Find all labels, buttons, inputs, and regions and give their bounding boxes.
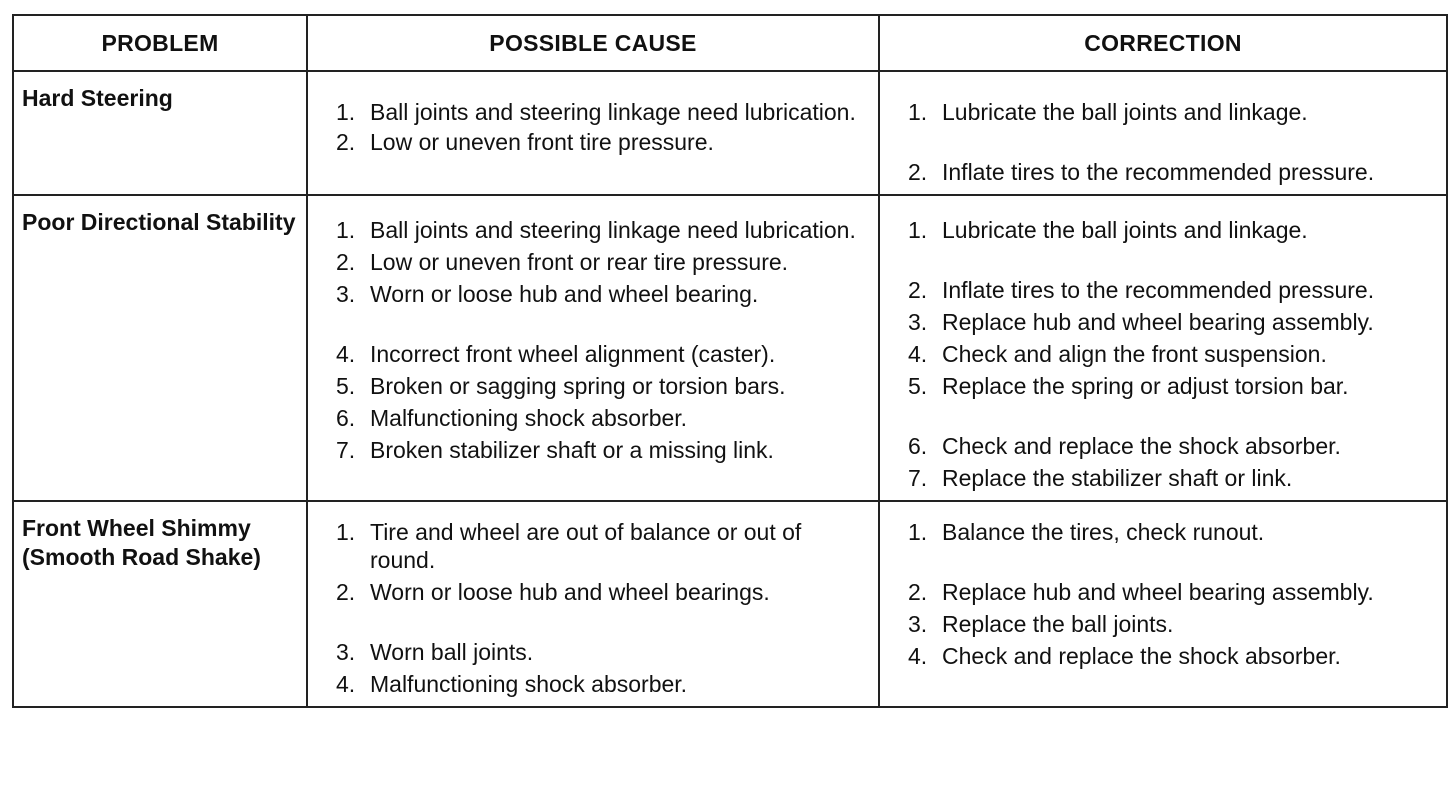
item-number: 5. xyxy=(336,373,356,399)
correction-item xyxy=(908,642,1438,670)
correction-item xyxy=(908,518,1438,546)
header-row xyxy=(13,15,1447,71)
item-number: 3. xyxy=(908,611,928,637)
problem-cell: Front Wheel Shimmy (Smooth Road Shake) xyxy=(13,501,307,707)
item-text: Lubricate the ball joints and linkage. xyxy=(942,99,1308,125)
item-text: Tire and wheel are out of balance or out of round. xyxy=(370,519,802,573)
cause-item xyxy=(336,372,870,400)
item-text: Replace the spring or adjust torsion bar. xyxy=(942,373,1349,399)
item-text: Check and replace the shock absorber. xyxy=(942,643,1341,669)
correction-cell xyxy=(879,501,1447,707)
correction-item xyxy=(908,216,1438,244)
item-number: 1. xyxy=(336,519,356,545)
item-text: Ball joints and steering linkage need lubrication. xyxy=(370,217,856,243)
item-text: Replace hub and wheel bearing assembly. xyxy=(942,579,1374,605)
correction-item xyxy=(908,308,1438,336)
item-number: 1. xyxy=(908,519,928,545)
correction-item xyxy=(908,372,1438,400)
item-number: 4. xyxy=(908,341,928,367)
item-number: 2. xyxy=(336,579,356,605)
cause-item xyxy=(336,436,870,464)
item-number: 3. xyxy=(336,281,356,307)
item-number: 3. xyxy=(336,639,356,665)
correction-item xyxy=(908,98,1438,126)
cause-cell xyxy=(307,195,879,501)
item-number: 4. xyxy=(336,341,356,367)
correction-item xyxy=(908,578,1438,606)
item-text: Lubricate the ball joints and linkage. xyxy=(942,217,1308,243)
item-text: Check and replace the shock absorber. xyxy=(942,433,1341,459)
problem-cell: Hard Steering xyxy=(13,71,307,195)
item-number: 1. xyxy=(336,217,356,243)
item-text: Malfunctioning shock absorber. xyxy=(370,671,688,697)
correction-item xyxy=(908,276,1438,304)
item-text: Check and align the front suspension. xyxy=(942,341,1327,367)
item-text: Incorrect front wheel alignment (caster). xyxy=(370,341,776,367)
correction-item xyxy=(908,432,1438,460)
item-text: Broken stabilizer shaft or a missing link. xyxy=(370,437,774,463)
header-correction: CORRECTION xyxy=(879,15,1447,71)
table-row-front-wheel-shimmy xyxy=(13,501,1447,707)
header-problem: PROBLEM xyxy=(13,15,307,71)
item-number: 4. xyxy=(336,671,356,697)
item-number: 2. xyxy=(336,249,356,275)
item-text: Worn or loose hub and wheel bearing. xyxy=(370,281,759,307)
item-number: 2. xyxy=(908,159,928,185)
cause-cell xyxy=(307,501,879,707)
cause-item xyxy=(336,404,870,432)
item-number: 2. xyxy=(336,129,356,155)
item-number: 2. xyxy=(908,277,928,303)
item-number: 7. xyxy=(336,437,356,463)
item-number: 1. xyxy=(336,99,356,125)
item-number: 3. xyxy=(908,309,928,335)
table-row-hard-steering xyxy=(13,71,1447,195)
cause-item xyxy=(336,518,870,574)
item-text: Malfunctioning shock absorber. xyxy=(370,405,688,431)
item-text: Replace hub and wheel bearing assembly. xyxy=(942,309,1374,335)
item-text: Inflate tires to the recommended pressure. xyxy=(942,159,1375,185)
cause-item xyxy=(336,578,870,606)
item-number: 4. xyxy=(908,643,928,669)
correction-item xyxy=(908,158,1438,186)
item-number: 5. xyxy=(908,373,928,399)
table-row-poor-directional-stability xyxy=(13,195,1447,501)
cause-item xyxy=(336,670,870,698)
item-number: 1. xyxy=(908,217,928,243)
cause-cell xyxy=(307,71,879,195)
item-text: Worn ball joints. xyxy=(370,639,534,665)
header-possible-cause: POSSIBLE CAUSE xyxy=(307,15,879,71)
cause-item xyxy=(336,638,870,666)
problem-cell: Poor Directional Stability xyxy=(13,195,307,501)
item-text: Ball joints and steering linkage need lubrication. xyxy=(370,99,856,125)
correction-item xyxy=(908,464,1438,492)
item-number: 6. xyxy=(336,405,356,431)
cause-item xyxy=(336,216,870,244)
cause-item xyxy=(336,340,870,368)
correction-item xyxy=(908,610,1438,638)
item-text: Worn or loose hub and wheel bearings. xyxy=(370,579,770,605)
item-number: 7. xyxy=(908,465,928,491)
cause-item xyxy=(336,98,870,126)
item-text: Broken or sagging spring or torsion bars. xyxy=(370,373,786,399)
correction-item xyxy=(908,340,1438,368)
cause-item xyxy=(336,248,870,276)
item-text: Inflate tires to the recommended pressure. xyxy=(942,277,1375,303)
item-text: Replace the stabilizer shaft or link. xyxy=(942,465,1293,491)
item-text: Replace the ball joints. xyxy=(942,611,1174,637)
item-text: Low or uneven front tire pressure. xyxy=(370,129,714,155)
item-text: Low or uneven front or rear tire pressure. xyxy=(370,249,789,275)
correction-cell xyxy=(879,195,1447,501)
item-number: 1. xyxy=(908,99,928,125)
cause-item xyxy=(336,128,870,156)
correction-cell xyxy=(879,71,1447,195)
cause-item xyxy=(336,280,870,308)
troubleshooting-table xyxy=(12,14,1448,708)
item-number: 2. xyxy=(908,579,928,605)
item-number: 6. xyxy=(908,433,928,459)
item-text: Balance the tires, check runout. xyxy=(942,519,1265,545)
